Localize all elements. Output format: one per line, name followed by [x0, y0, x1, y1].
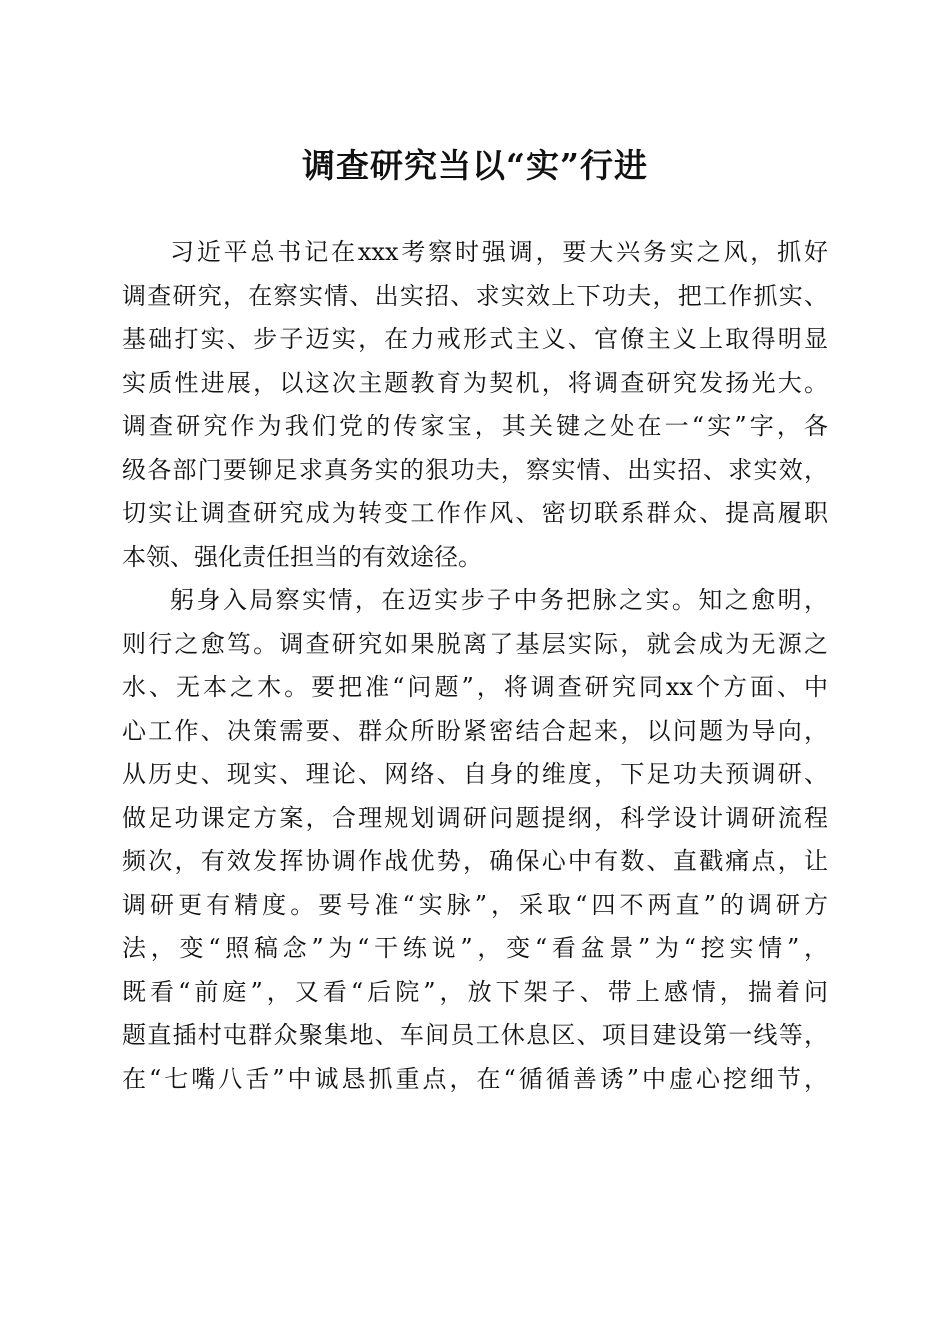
paragraph-2-line-12: 在“七嘴八舌”中诚恳抓重点，在“循循善诱”中虚心挖细节，: [122, 1064, 828, 1093]
paragraph-2-line-1: 躬身入局察实情，在迈实步子中务把脉之实。知之愈明，: [170, 586, 828, 614]
paragraph-2-line-5: 从历史、现实、理论、网络、自身的维度，下足功夫预调研、: [122, 760, 828, 788]
paragraph-2-line-8: 调研更有精度。要号准“实脉”，采取“四不两直”的调研方: [122, 890, 828, 919]
paragraph-1-line-2: 调查研究，在察实情、出实招、求实效上下功夫，把工作抓实、: [122, 281, 828, 310]
document-title: 调查研究当以“实”行进: [302, 146, 648, 185]
paragraph-1-line-7: 切实让调查研究成为转变工作作风、密切联系群众、提高履职: [122, 499, 828, 527]
paragraph-2-line-3: 水、无本之木。要把准“问题”，将调查研究同xx个方面、中: [122, 673, 828, 701]
paragraph-2-line-11: 题直插村屯群众聚集地、车间员工休息区、项目建设第一线等，: [122, 1021, 828, 1049]
paragraph-2-line-4: 心工作、决策需要、群众所盼紧密结合起来，以问题为导向，: [122, 716, 828, 745]
paragraph-2-line-7: 频次，有效发挥协调作战优势，确保心中有数、直戳痛点，让: [122, 847, 828, 875]
paragraph-1-line-5: 调查研究作为我们党的传家宝，其关键之处在一“实”字，各: [122, 412, 828, 440]
paragraph-1-line-4: 实质性进展，以这次主题教育为契机，将调查研究发扬光大。: [122, 368, 828, 397]
paragraph-2-line-6: 做足功课定方案，合理规划调研问题提纲，科学设计调研流程: [122, 803, 828, 832]
paragraph-1-line-3: 基础打实、步子迈实，在力戒形式主义、官僚主义上取得明显: [122, 325, 828, 353]
paragraph-1-line-1: 习近平总书记在xxx考察时强调，要大兴务实之风，抓好: [170, 238, 828, 266]
paragraph-2-line-9: 法，变“照稿念”为“干练说”，变“看盆景”为“挖实情”，: [122, 934, 828, 962]
paragraph-2-line-10: 既看“前庭”，又看“后院”，放下架子、带上感情，揣着问: [122, 977, 828, 1006]
paragraph-1-line-6: 级各部门要铆足求真务实的狠功夫，察实情、出实招、求实效，: [122, 455, 828, 484]
paragraph-1-line-8: 本领、强化责任担当的有效途径。: [122, 542, 482, 571]
document-body: [122, 231, 828, 1101]
paragraph-2-line-2: 则行之愈笃。调查研究如果脱离了基层实际，就会成为无源之: [122, 629, 828, 658]
